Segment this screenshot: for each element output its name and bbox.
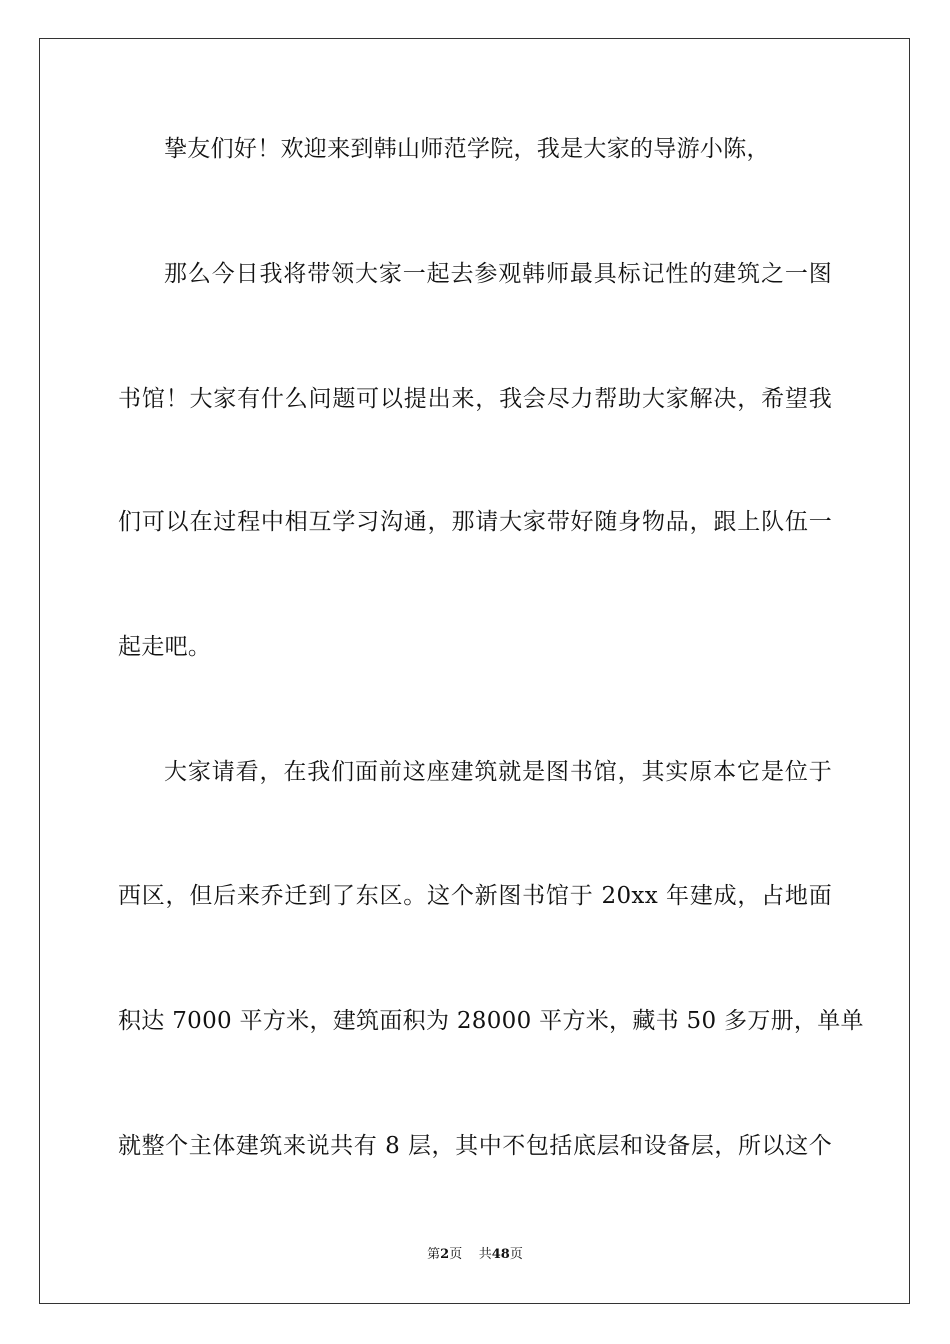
footer-total-suffix: 页: [509, 1247, 523, 1262]
footer-total-pages: 48: [491, 1247, 510, 1262]
footer-page-number: 2: [440, 1247, 450, 1262]
paragraph-line-5: 起走吧。: [118, 634, 212, 660]
paragraph-line-4: 们可以在过程中相互学习沟通，那请大家带好随身物品，跟上队伍一: [118, 509, 832, 535]
paragraph-line-6: 大家请看，在我们面前这座建筑就是图书馆，其实原本它是位于: [164, 759, 832, 785]
paragraph-line-7: 西区，但后来乔迁到了东区。这个新图书馆于 20xx 年建成，占地面: [118, 883, 832, 909]
paragraph-line-3: 书馆！大家有什么问题可以提出来，我会尽力帮助大家解决，希望我: [118, 386, 832, 412]
page-border: [39, 38, 910, 1304]
page-footer: [0, 1246, 950, 1264]
footer-total-prefix: 共: [478, 1247, 492, 1262]
paragraph-line-2: 那么今日我将带领大家一起去参观韩师最具标记性的建筑之一图: [164, 261, 832, 287]
paragraph-line-9: 就整个主体建筑来说共有 8 层，其中不包括底层和设备层，所以这个: [118, 1133, 832, 1159]
paragraph-line-8: 积达 7000 平方米，建筑面积为 28000 平方米，藏书 50 多万册，单单: [118, 1008, 864, 1034]
paragraph-line-1: 挚友们好！欢迎来到韩山师范学院，我是大家的导游小陈，: [164, 136, 770, 162]
footer-page-suffix: 页: [449, 1247, 463, 1262]
footer-page-prefix: 第: [427, 1247, 441, 1262]
